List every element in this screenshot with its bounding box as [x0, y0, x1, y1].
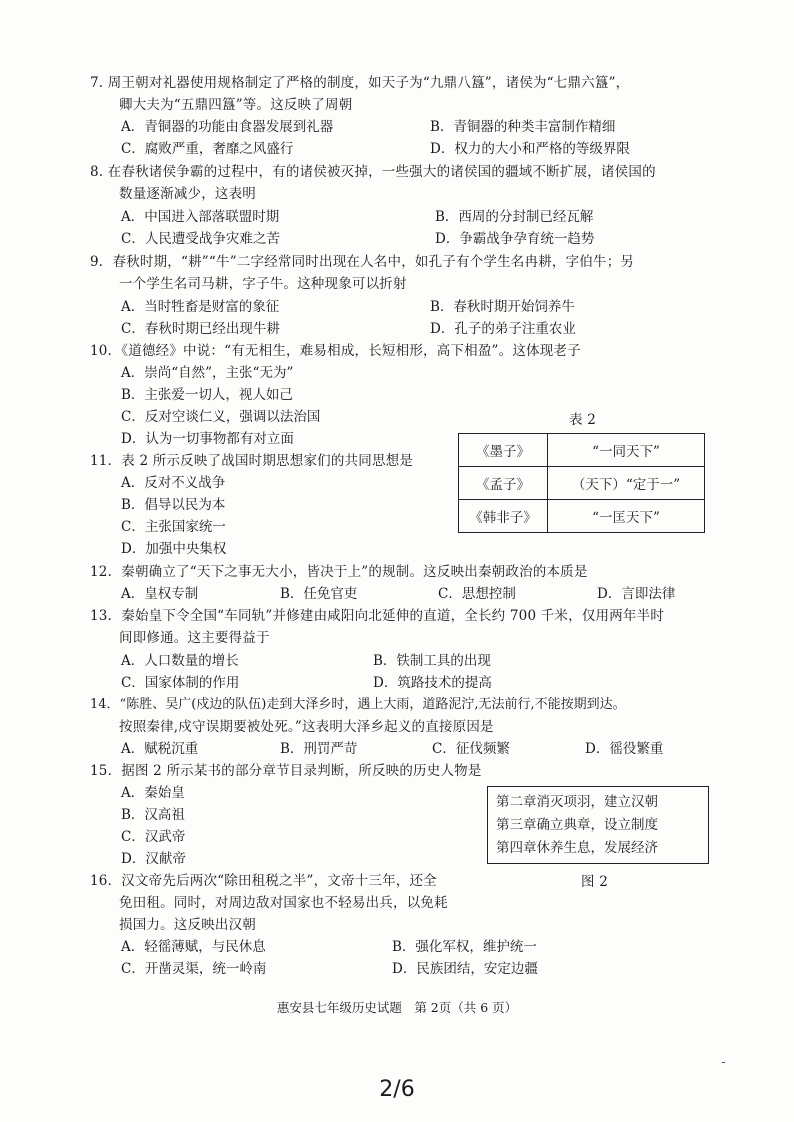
q15-option-d: D．汉献帝 [121, 851, 186, 867]
q11-option-d: D．加强中央集权 [121, 541, 227, 557]
q8-stem-line1: 8. 在春秋诸侯争霸的过程中，有的诸侯被灭掉，一些强大的诸侯国的疆域不断扩展，诸侯国的 [90, 164, 656, 180]
q15-option-c: C．汉武帝 [121, 829, 186, 845]
q11-option-b: B．倡导以民为本 [121, 497, 226, 513]
q14-option-d: D．徭役繁重 [585, 741, 664, 757]
table-cell: 《韩非子》 [459, 500, 548, 533]
q16-stem-line3: 损国力。这反映出汉朝 [119, 917, 256, 933]
q7-option-b: B．青铜器的种类丰富制作精细 [430, 119, 616, 135]
q10-option-d: D．认为一切事物都有对立面 [121, 431, 294, 447]
table-cell: “一同天下” [548, 434, 705, 467]
q7-stem-line1: 7. 周王朝对礼器使用规格制定了严格的制度，如天子为“九鼎八簋”，诸侯为“七鼎六簋”， [90, 75, 630, 91]
figure2-line: 第四章休养生息，发展经济 [496, 840, 658, 856]
q14-stem-line1: 14．“陈胜、吴广(戍边的队伍)走到大泽乡时，遇上大雨，道路泥泞,无法前行,不能按期到达。 [90, 697, 626, 712]
figure2-line: 第三章确立典章，设立制度 [496, 817, 658, 833]
q10-stem-line1: 10．《道德经》中说：“有无相生，难易相成，长短相形，高下相盈”。这体现老子 [90, 343, 581, 359]
q13-option-b: B．铁制工具的出现 [373, 653, 491, 669]
table-cell: 《墨子》 [459, 434, 548, 467]
q11-stem-line1: 11．表 2 所示反映了战国时期思想家们的共同思想是 [90, 453, 414, 469]
q16-option-b: B．强化军权，维护统一 [392, 939, 537, 955]
q9-option-a: A．当时牲畜是财富的象征 [121, 299, 280, 315]
q7-option-d: D．权力的大小和严格的等级界限 [430, 141, 630, 157]
q14-stem-line2: 按照秦律,戍守误期要被处死。”这表明大泽乡起义的直接原因是 [119, 719, 494, 735]
table2-caption: 表 2 [569, 412, 596, 428]
q14-option-c: C．征伐频繁 [432, 741, 510, 757]
q8-option-a: A．中国进入部落联盟时期 [121, 209, 280, 225]
table2 [458, 433, 705, 533]
table-cell: （天下）“定于一” [548, 467, 705, 500]
page-indicator: 2/6 [379, 1077, 415, 1102]
q7-option-a: A．青铜器的功能由食器发展到礼器 [121, 119, 334, 135]
table-row [459, 434, 705, 467]
q12-option-b: B．任免官吏 [280, 586, 358, 602]
q13-option-d: D．筑路技术的提高 [373, 675, 492, 691]
table-cell: “一匡天下” [548, 500, 705, 533]
table-row [459, 500, 705, 533]
q15-stem-line1: 15．据图 2 所示某书的部分章节目录判断，所反映的历史人物是 [90, 763, 482, 779]
q11-option-a: A．反对不义战争 [121, 475, 226, 491]
q9-option-c: C．春秋时期已经出现牛耕 [121, 321, 280, 337]
q15-option-a: A．秦始皇 [121, 785, 185, 801]
q14-option-b: B．刑罚严苛 [280, 741, 358, 757]
scan-mark [722, 1062, 725, 1063]
q12-option-a: A．皇权专制 [121, 586, 199, 602]
q8-stem-line2: 数量逐渐减少，这表明 [119, 186, 256, 202]
table-cell: 《孟子》 [459, 467, 548, 500]
q15-option-b: B．汉高祖 [121, 807, 185, 823]
q10-option-b: B．主张爱一切人，视人如己 [121, 387, 293, 403]
q12-option-c: C．思想控制 [438, 586, 516, 602]
q10-option-c: C．反对空谈仁义，强调以法治国 [121, 409, 321, 425]
q16-option-d: D．民族团结，安定边疆 [392, 961, 538, 977]
q16-stem-line2: 免田租。同时，对周边敌对国家也不轻易出兵，以免耗 [119, 895, 448, 911]
q8-option-d: D．争霸战争孕育统一趋势 [435, 231, 595, 247]
q9-option-d: D．孔子的弟子注重农业 [430, 321, 576, 337]
q13-stem-line2: 间即修通。这主要得益于 [119, 630, 270, 646]
table-row [459, 467, 705, 500]
q8-option-c: C．人民遭受战争灾难之苦 [121, 231, 280, 247]
q7-option-c: C．腐败严重，奢靡之风盛行 [121, 141, 294, 157]
q8-option-b: B．西周的分封制已经瓦解 [435, 209, 594, 225]
q11-option-c: C．主张国家统一 [121, 519, 226, 535]
q16-stem-line1: 16．汉文帝先后两次“除田租税之半”，文帝十三年，还全 [90, 873, 437, 889]
q13-stem-line1: 13．秦始皇下令全国“车同轨”并修建由咸阳向北延伸的直道，全长约 700 千米，仅用两年半时 [90, 608, 665, 624]
q7-stem-line2: 卿大夫为“五鼎四簋”等。这反映了周朝 [119, 97, 353, 113]
q12-stem-line1: 12．秦朝确立了“天下之事无大小，皆决于上”的规制。这反映出秦朝政治的本质是 [90, 564, 588, 580]
q9-stem-line1: 9．春秋时期，“耕”“牛”二字经常同时出现在人名中，如孔子有个学生名冉耕，字伯牛；另 [90, 254, 635, 270]
q16-option-a: A．轻徭薄赋，与民休息 [121, 939, 266, 955]
q9-stem-line2: 一个学生名司马耕，字子牛。这种现象可以折射 [119, 276, 407, 292]
q16-option-c: C．开凿灵渠，统一岭南 [121, 961, 267, 977]
q13-option-a: A．人口数量的增长 [121, 653, 239, 669]
figure2-caption: 图 2 [581, 874, 608, 890]
q13-option-c: C．国家体制的作用 [121, 675, 240, 691]
page-footer: 惠安县七年级历史试题 第 2页（共 6 页） [276, 1000, 518, 1015]
q10-option-a: A．崇尚“自然”，主张“无为” [121, 365, 294, 381]
q14-option-a: A．赋税沉重 [121, 741, 199, 757]
figure2-line: 第二章消灭项羽，建立汉朝 [496, 794, 658, 810]
q12-option-d: D．言即法律 [597, 586, 676, 602]
q9-option-b: B．春秋时期开始饲养牛 [430, 299, 575, 315]
